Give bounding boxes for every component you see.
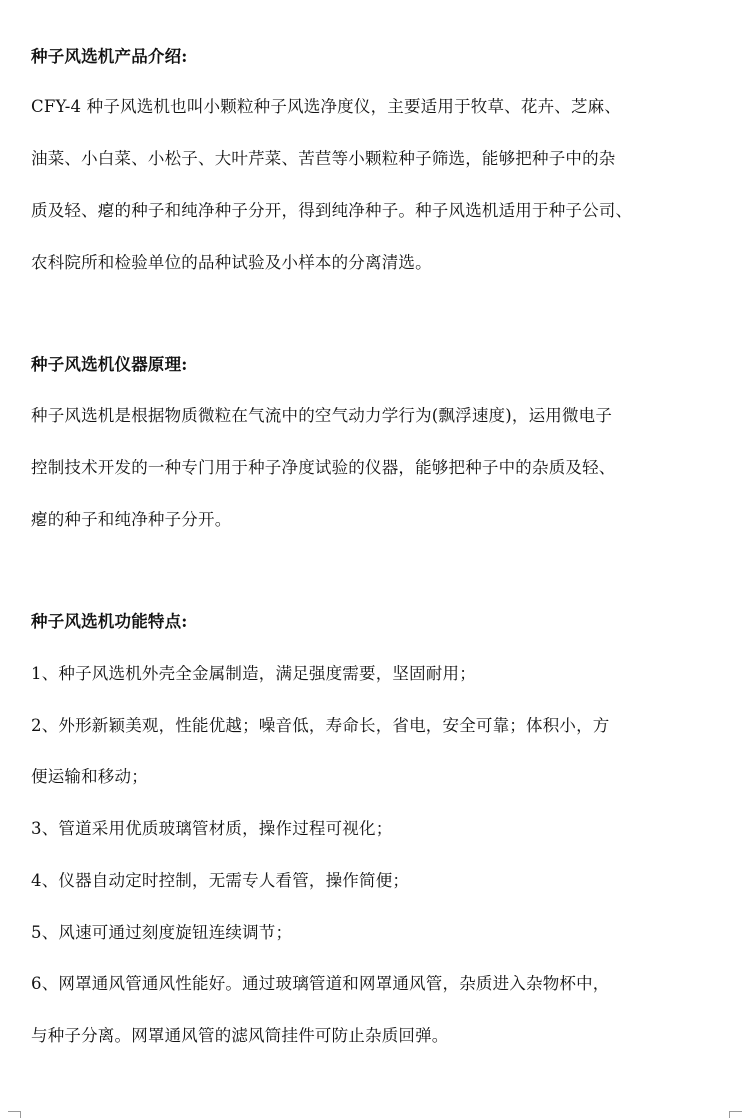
section-heading-principle: 种子风选机仪器原理: <box>31 355 188 374</box>
paragraph-line: 油菜、小白菜、小松子、大叶芹菜、苦苣等小颗粒种子筛选，能够把种子中的杂 <box>31 149 616 168</box>
section-heading-features: 种子风选机功能特点: <box>31 612 188 631</box>
paragraph-line: CFY-4 种子风选机也叫小颗粒种子风选净度仪，主要适用于牧草、花卉、芝麻、 <box>31 97 622 116</box>
feature-item-continuation: 便运输和移动； <box>31 767 148 786</box>
section-heading-intro: 种子风选机产品介绍: <box>31 47 188 66</box>
feature-item: 3、管道采用优质玻璃管材质，操作过程可视化； <box>31 819 393 838</box>
feature-item: 5、风速可通过刻度旋钮连续调节； <box>31 923 293 942</box>
feature-item: 2、外形新颖美观，性能优越；噪音低，寿命长，省电，安全可靠；体积小，方 <box>31 716 610 735</box>
feature-item: 1、种子风选机外壳全金属制造，满足强度需要，坚固耐用； <box>31 664 476 683</box>
feature-item: 6、网罩通风管通风性能好。通过玻璃管道和网罩通风管，杂质进入杂物杯中， <box>31 974 610 993</box>
paragraph-line: 瘪的种子和纯净种子分开。 <box>31 510 232 529</box>
paragraph-line: 农科院所和检验单位的品种试验及小样本的分离清选。 <box>31 253 432 272</box>
paragraph-line: 质及轻、瘪的种子和纯净种子分开，得到纯净种子。种子风选机适用于种子公司、 <box>31 201 633 220</box>
feature-item: 4、仪器自动定时控制，无需专人看管，操作简便； <box>31 871 410 890</box>
paragraph-line: 种子风选机是根据物质微粒在气流中的空气动力学行为(飘浮速度)，运用微电子 <box>31 406 613 425</box>
feature-item-continuation: 与种子分离。网罩通风管的滤风筒挂件可防止杂质回弹。 <box>31 1026 449 1045</box>
paragraph-line: 控制技术开发的一种专门用于种子净度试验的仪器，能够把种子中的杂质及轻、 <box>31 458 616 477</box>
